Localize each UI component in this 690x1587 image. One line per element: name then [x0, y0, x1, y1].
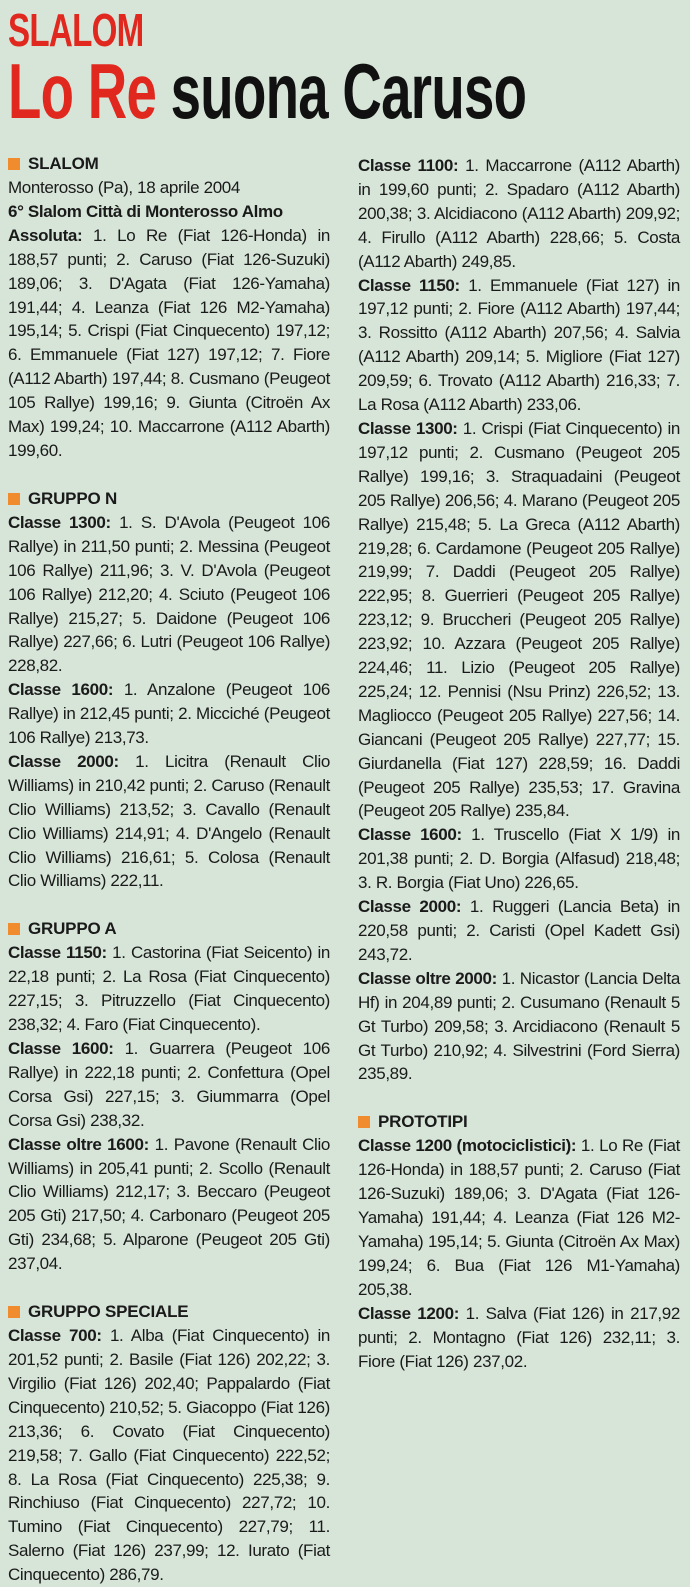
result-paragraph	[8, 1324, 330, 1587]
event-name: 6° Slalom Città di Monterosso Almo	[8, 201, 283, 221]
result-paragraph	[8, 511, 330, 678]
class-label: Classe 1600:	[8, 1039, 114, 1058]
class-results: 1. Nicastor (Lancia Delta Hf) in 204,89 punti; 2. Cusumano (Renault 5 Gt Turbo) 209,58; 3. Arcidiacono (Renault 5 Gt Turbo) 210,92; 4. Silvestrini (Ford Sierra) 235,89.	[358, 968, 680, 1084]
result-paragraph	[8, 1133, 330, 1276]
class-results: 1. Salva (Fiat 126) in 217,92 punti; 2. Montagno (Fiat 126) 232,11; 3. Fiore (Fiat 126) 237,02.	[358, 1303, 681, 1371]
class-results: 1. Ruggeri (Lancia Beta) in 220,58 punti; 2. Caristi (Opel Kadett Gsi) 243,72.	[358, 897, 680, 964]
result-paragraph	[8, 678, 330, 750]
class-label: Classe 700:	[8, 1326, 102, 1346]
class-label: Classe 1200 (motociclistici):	[358, 1136, 577, 1156]
class-results: 1. Guarrera (Peugeot 106 Rallye) in 222,18 punti; 2. Confettura (Opel Corsa Gsi) 227,15; 3. Giummarra (Opel Corsa Gsi) 238,32.	[8, 1039, 330, 1130]
section-heading-gruppo-n: GRUPPO N	[8, 487, 330, 511]
result-paragraph	[358, 1302, 680, 1374]
section-heading-gruppo-speciale: GRUPPO SPECIALE	[8, 1300, 330, 1324]
place-date: Monterosso (Pa), 18 aprile 2004	[8, 178, 241, 197]
result-paragraph	[8, 750, 330, 893]
class-results: 1. Lo Re (Fiat 126-Honda) in 188,57 punti; 2. Caruso (Fiat 126-Suzuki) 189,06; 3. D'Agata (Fiat 126-Yamaha) 191,44; 4. Leanza (Fiat 126 M2-Yamaha) 195,14; 5. Crispi (Fiat Cinquecento) 197,12; 6. Emmanuele (Fiat 127) 197,12; 7. Fiore (A112 Abarth) 197,44; 8. Cusmano (Peugeot 105 Rallye) 199,16; 9. Giunta (Citroën Ax Max) 199,24; 10. Maccarrone (A112 Abarth) 199,60.	[8, 225, 330, 460]
result-paragraph	[358, 1134, 680, 1301]
class-results: 1. S. D'Avola (Peugeot 106 Rallye) in 211,50 punti; 2. Messina (Peugeot 106 Rallye) 211,96; 3. V. D'Avola (Peugeot 106 Rallye) 212,20; 4. Sciuto (Peugeot 106 Rallye) 215,27; 5. Daidone (Peugeot 106 Rallye) 227,66; 6. Lutri (Peugeot 106 Rallye) 228,82.	[8, 512, 330, 676]
results-column-left	[8, 152, 330, 1587]
section-marker-icon	[358, 1116, 370, 1128]
result-paragraph	[358, 895, 680, 967]
class-results: 1. Truscello (Fiat X 1/9) in 201,38 punti; 2. D. Borgia (Alfasud) 218,48; 3. R. Borgia (Fiat Uno) 226,65.	[358, 825, 680, 893]
class-results: 1. Anzalone (Peugeot 106 Rallye) in 212,45 punti; 2. Micciché (Peugeot 106 Rallye) 213,73.	[8, 680, 330, 748]
class-label: Classe 1600:	[8, 680, 114, 700]
result-paragraph	[8, 224, 330, 463]
result-paragraph	[8, 1037, 330, 1133]
class-label: Classe 2000:	[8, 751, 119, 771]
class-results: 1. Emmanuele (Fiat 127) in 197,12 punti; 2. Fiore (A112 Abarth) 197,44; 3. Rossitto (A112 Abarth) 207,56; 4. Salvia (A112 Abarth) 209,14; 5. Migliore (Fiat 127) 209,59; 6. Trovato (A112 Abarth) 216,33; 7. La Rosa (A112 Abarth) 233,06.	[358, 275, 681, 415]
class-label: Classe 1200:	[358, 1303, 460, 1323]
section-heading-gruppo-a: GRUPPO A	[8, 917, 330, 941]
headline	[8, 47, 527, 135]
results-column-right	[358, 154, 680, 1373]
section-heading-slalom: SLALOM	[8, 152, 330, 176]
headline-black-part: suona Caruso	[170, 47, 527, 135]
class-results: 1. Maccarrone (A112 Abarth) in 199,60 punti; 2. Spadaro (A112 Abarth) 200,38; 3. Alcidiacono (A112 Abarth) 209,92; 4. Firullo (A112 Abarth) 228,66; 5. Costa (A112 Abarth) 249,85.	[358, 156, 680, 271]
result-paragraph	[8, 941, 330, 1037]
result-paragraph	[358, 274, 680, 417]
section-heading-prototipi: PROTOTIPI	[358, 1110, 680, 1134]
class-label: Classe oltre 1600:	[8, 1134, 149, 1154]
class-label: Classe 2000:	[358, 897, 462, 917]
result-paragraph	[358, 417, 680, 823]
section-marker-icon	[8, 158, 20, 170]
result-paragraph	[358, 967, 680, 1087]
class-label: Classe 1300:	[8, 512, 111, 532]
section-kicker: SLALOM	[8, 4, 144, 56]
result-paragraph	[358, 154, 680, 274]
class-label: Classe 1100:	[358, 156, 459, 175]
headline-red-part: Lo Re	[8, 47, 157, 135]
section-marker-icon	[8, 493, 20, 505]
class-label: Assoluta:	[8, 225, 83, 245]
class-results: 1. Lo Re (Fiat 126-Honda) in 188,57 punti; 2. Caruso (Fiat 126-Suzuki) 189,06; 3. D'Agata (Fiat 126-Yamaha) 191,44; 4. Leanza (Fiat 126 M2-Yamaha) 195,14; 5. Giunta (Citroën Ax Max) 199,24; 6. Bua (Fiat 126 M1-Yamaha) 205,38.	[358, 1136, 680, 1299]
class-label: Classe 1300:	[358, 418, 458, 438]
class-label: Classe 1150:	[8, 943, 107, 963]
class-results: 1. Crispi (Fiat Cinquecento) in 197,12 punti; 2. Cusmano (Peugeot 205 Rallye) 199,16; 3. Straquadaini (Peugeot 205 Rallye) 206,56; 4. Marano (Peugeot 205 Rallye) 215,48; 5. La Greca (A112 Abarth) 219,28; 6. Cardamone (Peugeot 205 Rallye) 219,99; 7. Daddi (Peugeot 205 Rallye) 222,95; 8. Guerrieri (Peugeot 205 Rallye) 223,12; 9. Bruccheri (Peugeot 205 Rallye) 223,92; 10. Azzara (Peugeot 205 Rallye) 224,46; 11. Lizio (Peugeot 205 Rallye) 225,24; 12. Pennisi (Nsu Prinz) 226,52; 13. Magliocco (Peugeot 205 Rallye) 227,56; 14. Giancani (Peugeot 205 Rallye) 227,77; 15. Giurdanella (Fiat 127) 228,59; 16. Daddi (Peugeot 205 Rallye) 235,53; 17. Gravina (Peugeot 205 Rallye) 235,84.	[358, 418, 680, 821]
class-label: Classe 1600:	[358, 825, 462, 845]
class-label: Classe 1150:	[358, 275, 460, 295]
result-paragraph	[358, 823, 680, 895]
section-marker-icon	[8, 923, 20, 935]
class-results: 1. Pavone (Renault Clio Williams) in 205,41 punti; 2. Scollo (Renault Clio Williams) 212,17; 3. Beccaro (Peugeot 205 Gti) 217,50; 4. Carbonaro (Peugeot 205 Gti) 234,68; 5. Alparone (Peugeot 205 Gti) 237,04.	[8, 1134, 330, 1274]
article-header	[8, 4, 684, 135]
class-results: 1. Castorina (Fiat Seicento) in 22,18 punti; 2. La Rosa (Fiat Cinquecento) 227,15; 3. Pitruzzello (Fiat Cinquecento) 238,32; 4. Faro (Fiat Cinquecento).	[8, 943, 330, 1035]
class-results: 1. Licitra (Renault Clio Williams) in 210,42 punti; 2. Caruso (Renault Clio Williams) 213,52; 3. Cavallo (Renault Clio Williams) 214,91; 4. D'Angelo (Renault Clio Williams) 216,61; 5. Colosa (Renault Clio Williams) 222,11.	[8, 751, 330, 891]
section-marker-icon	[8, 1306, 20, 1318]
class-label: Classe oltre 2000:	[358, 968, 497, 988]
class-results: 1. Alba (Fiat Cinquecento) in 201,52 punti; 2. Basile (Fiat 126) 202,22; 3. Virgilio (Fiat 126) 202,40; Pappalardo (Fiat Cinquecento) 210,52; 5. Giacoppo (Fiat 126) 213,36; 6. Covato (Fiat Cinquecento) 219,58; 7. Gallo (Fiat Cinquecento) 222,52; 8. La Rosa (Fiat Cinquecento) 225,38; 9. Rinchiuso (Fiat Cinquecento) 227,72; 10. Tumino (Fiat Cinquecento) 227,79; 11. Salerno (Fiat 126) 237,99; 12. Iurato (Fiat Cinquecento) 286,79.	[8, 1326, 331, 1585]
